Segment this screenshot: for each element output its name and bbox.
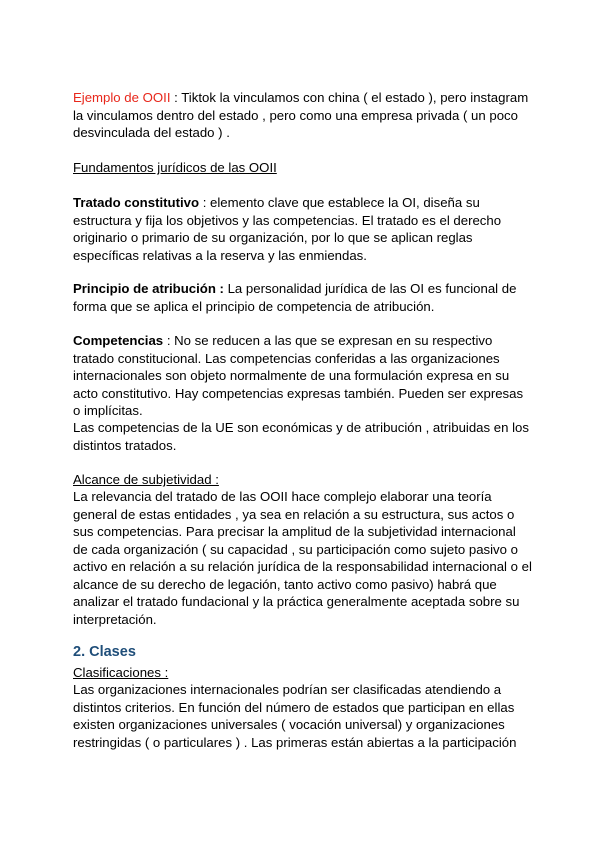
paragraph-tratado: [73, 194, 533, 264]
paragraph-alcance: La relevancia del tratado de las OOII hace complejo elaborar una teoría general de estas entidades , ya sea en relación a su estructura, sus actos o sus competencias. Para precisar la amplitud de la subjetividad internacional de cada organización ( su capacidad , su participación como sujeto pasivo o activo en relación a su relación jurídica de la responsabilidad internacional o el alcance de su derecho de legación, tanto activo como pasivo) habrá que analizar el tratado fundacional y la práctica generalmente aceptada sobre su interpretación.: [73, 489, 532, 627]
tratado-text: : elemento clave que establece la OI, diseña su estructura y fija los objetivos y las competencias. El tratado es el derecho originario o primario de su organización, por lo que se aplican reglas específicas relativas a la reserva y las enmiendas.: [73, 195, 502, 263]
competencias-term: Competencias: [73, 333, 164, 348]
heading-alcance: Alcance de subjetividad :: [73, 472, 219, 487]
competencias-text: : No se reducen a las que se expresan en su respectivo tratado constitucional. Las competencias conferidas a las organizaciones internacionales son objeto normalmente de una formulación expresa en su acto constitutivo. Hay competencias expresas también. Pueden ser expresas o implícitas.: [73, 333, 524, 418]
paragraph-competencias: [73, 332, 533, 420]
paragraph-ejemplo: [73, 89, 533, 142]
heading-clasificaciones: Clasificaciones :: [73, 665, 169, 680]
tratado-term: Tratado constitutivo: [73, 195, 200, 210]
ejemplo-label: Ejemplo de OOII: [73, 90, 171, 105]
paragraph-competencias-ue: Las competencias de la UE son económicas y de atribución , atribuidas en los distintos tratados.: [73, 420, 529, 453]
principio-text: La personalidad jurídica de las OI es funcional de forma que se aplica el principio de competencia de atribución.: [73, 281, 517, 314]
ejemplo-text: : Tiktok la vinculamos con china ( el estado ), pero instagram la vinculamos dentro del estado , pero como una empresa privada ( un poco desvinculada del estado ) .: [73, 90, 529, 140]
paragraph-clases: Las organizaciones internacionales podrían ser clasificadas atendiendo a distintos criterios. En función del número de estados que participan en ellas existen organizaciones universales ( vocación universal) y organizaciones restringidas ( o particulares ) . Las primeras están abiertas a la participación: [73, 682, 517, 750]
paragraph-principio: [73, 280, 533, 315]
heading-fundamentos: Fundamentos jurídicos de las OOII: [73, 160, 277, 175]
section-title: 2. Clases: [73, 644, 136, 660]
principio-term: Principio de atribución :: [73, 281, 224, 296]
